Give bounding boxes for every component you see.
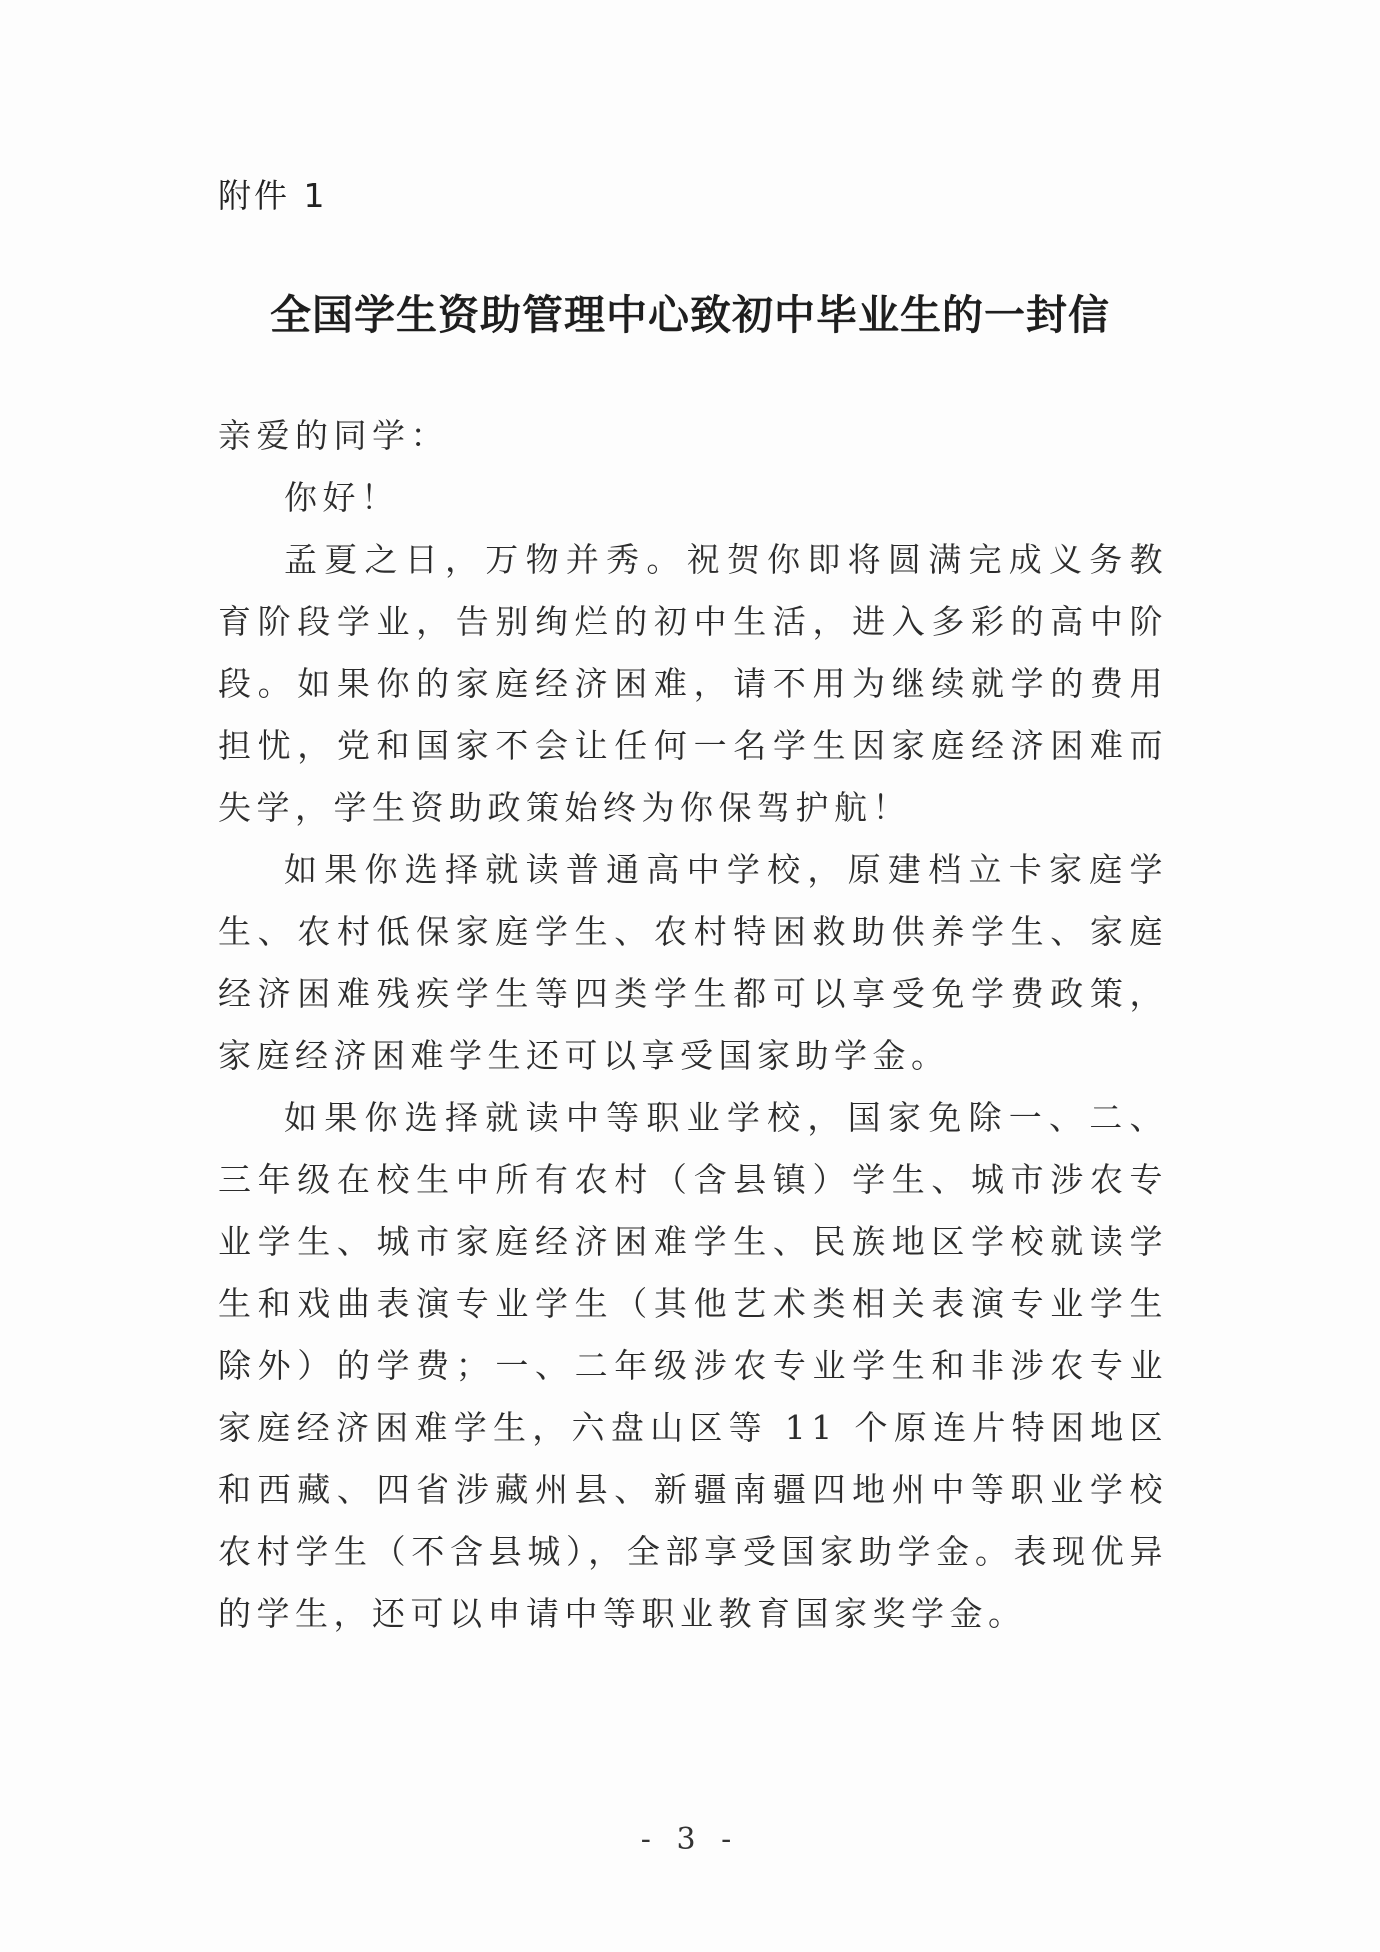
- paragraph-3: 如果你选择就读中等职业学校，国家免除一、二、三年级在校生中所有农村（含县镇）学生、城市涉农专业学生、城市家庭经济困难学生、民族地区学校就读学生和戏曲表演专业学生（其他艺术类相关表演专业学生除外）的学费；一、二年级涉农专业学生和非涉农专业家庭经济困难学生，六盘山区等 11 个原连片特困地区和西藏、四省涉藏州县、新疆南疆四地州中等职业学校农村学生（不含县城），全部享受国家助学金。表现优异的学生，还可以申请中等职业教育国家奖学金。: [218, 1098, 1168, 1633]
- letter-body: [218, 405, 1168, 1645]
- paragraph-1: 孟夏之日，万物并秀。祝贺你即将圆满完成义务教育阶段学业，告别绚烂的初中生活，进入多彩的高中阶段。如果你的家庭经济困难，请不用为继续就学的费用担忧，党和国家不会让任何一名学生因家庭经济困难而失学，学生资助政策始终为你保驾护航！: [218, 540, 1168, 827]
- salutation: 亲爱的同学：: [218, 416, 449, 455]
- page-number: - 3 -: [640, 1822, 740, 1857]
- greeting: 你好！: [284, 478, 400, 517]
- paragraph-2: 如果你选择就读普通高中学校，原建档立卡家庭学生、农村低保家庭学生、农村特困救助供养学生、家庭经济困难残疾学生等四类学生都可以享受免学费政策，家庭经济困难学生还可以享受国家助学金。: [218, 850, 1168, 1075]
- attachment-label: 附件 1: [218, 176, 328, 215]
- document-title: 全国学生资助管理中心致初中毕业生的一封信: [270, 291, 1110, 339]
